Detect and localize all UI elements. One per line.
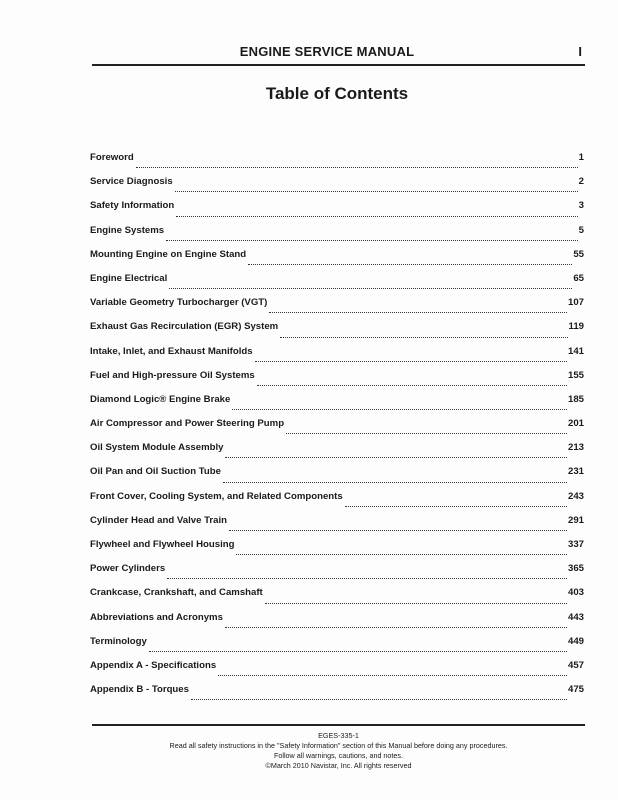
- dot-leader: [136, 167, 578, 168]
- toc-entry-page: 201: [567, 418, 584, 430]
- toc-entry-title: Diamond Logic® Engine Brake: [90, 393, 231, 405]
- toc-entry: [90, 442, 584, 466]
- toc-entry-page: 65: [573, 272, 584, 284]
- dot-leader: [218, 675, 567, 676]
- toc-entry-title: Front Cover, Cooling System, and Related Components: [90, 490, 343, 502]
- toc-entry: [90, 225, 584, 249]
- toc-entry-title: Cylinder Head and Valve Train: [90, 514, 228, 526]
- dot-leader: [257, 385, 567, 386]
- toc-entry-page: 185: [567, 393, 584, 405]
- toc-entry-page: 291: [567, 514, 584, 526]
- dot-leader: [223, 482, 567, 483]
- dot-leader: [167, 578, 567, 579]
- toc-entry: [90, 466, 584, 490]
- footer: [92, 731, 585, 771]
- dot-leader: [286, 433, 567, 434]
- dot-leader: [191, 699, 567, 700]
- toc-entry-page: 475: [567, 684, 584, 696]
- toc-entry: [90, 321, 584, 345]
- toc-entry: [90, 612, 584, 636]
- toc-entry-title: Power Cylinders: [90, 563, 166, 575]
- toc-entry: [90, 563, 584, 587]
- toc-entry-title: Intake, Inlet, and Exhaust Manifolds: [90, 345, 253, 357]
- toc-entry: [90, 346, 584, 370]
- dot-leader: [280, 337, 567, 338]
- dot-leader: [265, 603, 567, 604]
- toc-entry-title: Abbreviations and Acronyms: [90, 611, 223, 623]
- dot-leader: [248, 264, 572, 265]
- copyright: ©March 2010 Navistar, Inc. All rights reserved: [265, 761, 412, 770]
- dot-leader: [225, 457, 567, 458]
- dot-leader: [229, 530, 567, 531]
- dot-leader: [236, 554, 567, 555]
- toc-entry: [90, 491, 584, 515]
- toc-entry-title: Fuel and High-pressure Oil Systems: [90, 369, 255, 381]
- doc-code: EGES-335-1: [318, 731, 359, 740]
- toc-entry: [90, 273, 584, 297]
- toc-entry-title: Service Diagnosis: [90, 176, 173, 188]
- toc-entry: [90, 539, 584, 563]
- toc-entry-title: Air Compressor and Power Steering Pump: [90, 418, 285, 430]
- toc-entry: [90, 370, 584, 394]
- toc-entry-page: 107: [567, 297, 584, 309]
- toc-entry: [90, 418, 584, 442]
- toc-entry-title: Appendix B - Torques: [90, 684, 189, 696]
- running-header: [92, 42, 582, 64]
- toc-entry-page: 55: [573, 248, 584, 260]
- toc-entry-title: Terminology: [90, 635, 147, 647]
- toc-heading: Table of Contents: [265, 84, 409, 103]
- toc-entry-title: Crankcase, Crankshaft, and Camshaft: [90, 587, 263, 599]
- toc-entry-title: Appendix A - Specifications: [90, 659, 217, 671]
- toc-entry-title: Engine Electrical: [90, 272, 168, 284]
- dot-leader: [225, 627, 567, 628]
- toc-entry-page: 213: [567, 442, 584, 454]
- toc-entry-page: 141: [567, 345, 584, 357]
- toc-entry-title: Safety Information: [90, 200, 175, 212]
- toc-entry-page: 449: [567, 635, 584, 647]
- dot-leader: [176, 216, 577, 217]
- toc-entry-page: 231: [567, 466, 584, 478]
- toc-entry-title: Oil Pan and Oil Suction Tube: [90, 466, 221, 478]
- toc-entry-title: Flywheel and Flywheel Housing: [90, 539, 235, 550]
- toc-entry: [90, 636, 584, 660]
- toc-entry: [90, 297, 584, 321]
- toc-entry-title: Foreword: [90, 152, 134, 163]
- dot-leader: [255, 361, 567, 362]
- toc-entry: [90, 660, 584, 684]
- toc-entry-page: 2: [578, 176, 584, 188]
- toc-entry-page: 5: [578, 224, 584, 236]
- dot-leader: [269, 312, 567, 313]
- toc-entry: [90, 515, 584, 539]
- header-divider: [92, 64, 585, 66]
- toc-entry-title: Variable Geometry Turbocharger (VGT): [90, 297, 268, 309]
- toc-entry: [90, 200, 584, 224]
- manual-title: ENGINE SERVICE MANUAL: [239, 44, 415, 59]
- page-number: I: [578, 44, 582, 59]
- toc-entry-page: 119: [568, 321, 584, 333]
- toc-entry: [90, 176, 584, 200]
- toc-entry-page: 3: [578, 200, 584, 212]
- warnings-notice: Follow all warnings, cautions, and notes.: [273, 751, 404, 760]
- dot-leader: [175, 191, 578, 192]
- dot-leader: [149, 651, 567, 652]
- toc-entry: [90, 394, 584, 418]
- dot-leader: [169, 288, 572, 289]
- toc-entry: [90, 152, 584, 176]
- toc-entry-page: 443: [567, 611, 584, 623]
- toc-entry-page: 155: [567, 369, 584, 381]
- dot-leader: [166, 240, 578, 241]
- toc-entry-title: Oil System Module Assembly: [90, 442, 224, 454]
- toc-entry-page: 243: [567, 490, 584, 502]
- toc-entry-page: 403: [567, 587, 584, 599]
- toc-entry: [90, 587, 584, 611]
- toc-entry-page: 1: [578, 152, 584, 163]
- dot-leader: [345, 506, 567, 507]
- toc-entry-title: Engine Systems: [90, 224, 165, 236]
- toc-entry: [90, 249, 584, 273]
- toc-entry: [90, 684, 584, 708]
- safety-notice: Read all safety instructions in the "Safety Information" section of this Manual before doing any procedures.: [169, 741, 508, 750]
- toc-entry-page: 337: [567, 539, 584, 550]
- footer-divider: [92, 724, 585, 726]
- toc-list: [90, 152, 584, 708]
- toc-entry-title: Exhaust Gas Recirculation (EGR) System: [90, 321, 279, 333]
- dot-leader: [232, 409, 567, 410]
- toc-entry-page: 457: [567, 659, 584, 671]
- toc-entry-title: Mounting Engine on Engine Stand: [90, 248, 247, 260]
- toc-entry-page: 365: [567, 563, 584, 575]
